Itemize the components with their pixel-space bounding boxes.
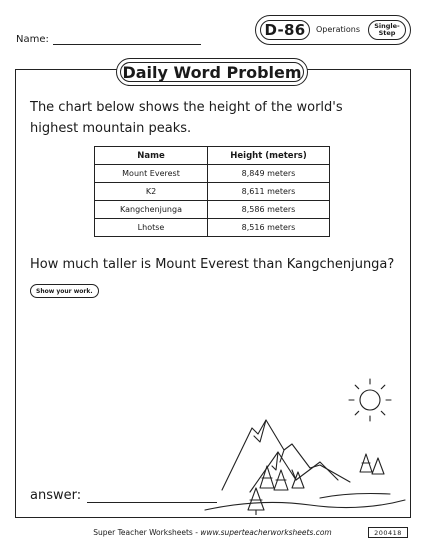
answer-label: answer:	[30, 488, 82, 503]
table-header-row	[95, 147, 330, 165]
ground-line	[205, 500, 405, 510]
table-row	[95, 219, 330, 237]
page-title: Daily Word Problem	[122, 62, 302, 82]
show-work-badge: Show your work.	[30, 284, 99, 298]
title-banner	[116, 58, 308, 86]
table-row	[95, 183, 330, 201]
mountain-height-cell: 8,611 meters	[208, 183, 330, 201]
table-row	[95, 165, 330, 183]
mountain-height-cell: 8,516 meters	[208, 219, 330, 237]
mountains-icon	[222, 420, 350, 492]
mountains-sun-trees-illustration	[200, 370, 410, 515]
footer-url[interactable]: www.superteacherworksheets.com	[200, 528, 332, 537]
mountain-name-cell: K2	[95, 183, 208, 201]
column-header-name: Name	[95, 147, 208, 165]
mountain-height-cell: 8,586 meters	[208, 201, 330, 219]
sun-icon	[349, 379, 391, 421]
footer	[0, 528, 425, 537]
worksheet-code: D-86	[260, 20, 310, 40]
problem-question: How much taller is Mount Everest than Kangchenjunga?	[30, 257, 395, 272]
mountain-name-cell: Lhotse	[95, 219, 208, 237]
answer-field	[30, 488, 217, 503]
problem-prompt: The chart below shows the height of the world's highest mountain peaks.	[30, 100, 343, 136]
column-header-height: Height (meters)	[208, 147, 330, 165]
mountain-height-cell: 8,849 meters	[208, 165, 330, 183]
answer-blank-line[interactable]	[87, 490, 217, 503]
name-label: Name:	[16, 34, 49, 45]
worksheet-header-badge	[255, 15, 411, 45]
worksheet-id-code: 200418	[368, 527, 408, 538]
mountain-name-cell: Mount Everest	[95, 165, 208, 183]
mountain-heights-table	[94, 146, 330, 237]
snow-line	[320, 494, 390, 499]
category-label: Operations	[316, 25, 360, 34]
step-type-badge: Single- Step	[368, 20, 406, 40]
footer-site-name: Super Teacher Worksheets -	[93, 528, 201, 537]
name-field	[16, 34, 201, 45]
name-blank-line[interactable]	[53, 34, 201, 45]
table-row	[95, 201, 330, 219]
mountain-name-cell: Kangchenjunga	[95, 201, 208, 219]
